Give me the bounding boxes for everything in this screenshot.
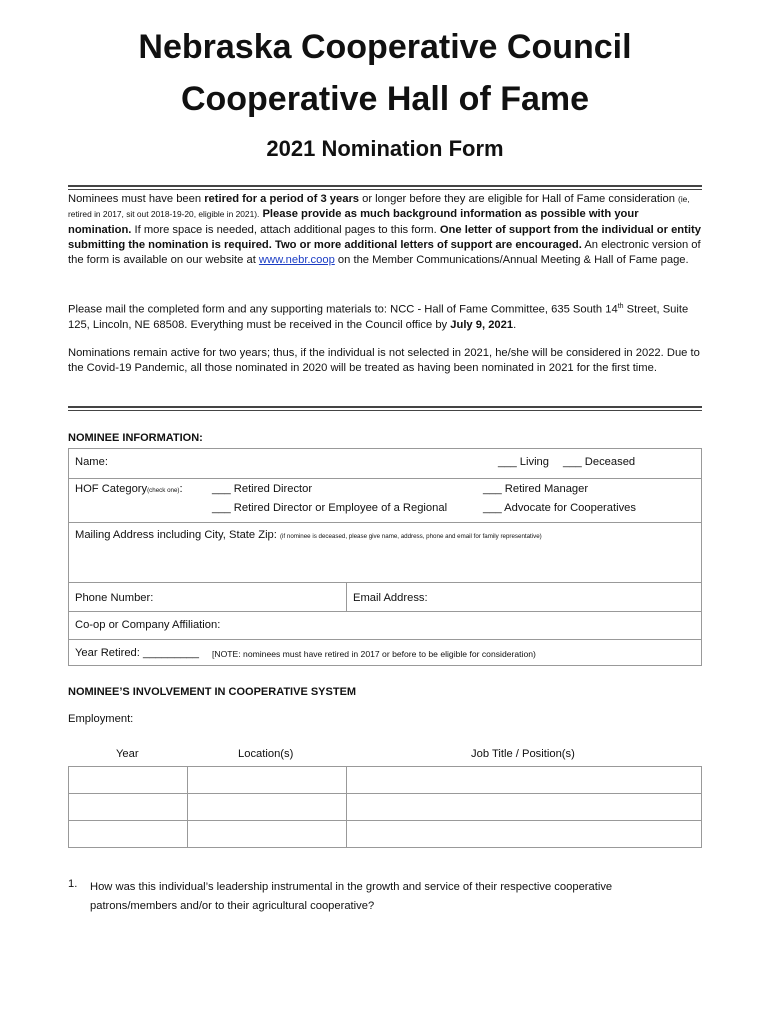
intro-text: or longer before they are eligible for Hall of Fame consideration	[359, 193, 679, 205]
divider	[68, 406, 702, 411]
location-cell[interactable]	[188, 821, 347, 848]
intro-paragraph	[68, 192, 702, 268]
hof-category-label	[75, 483, 183, 495]
page-subtitle-hall-of-fame: Cooperative Hall of Fame	[180, 80, 590, 118]
hof-colon: :	[179, 483, 183, 495]
job-title-cell[interactable]	[347, 821, 702, 848]
job-title-cell[interactable]	[347, 767, 702, 794]
job-title-cell[interactable]	[347, 794, 702, 821]
mailing-instructions	[68, 299, 702, 333]
intro-small-note: (ie, retired in 2017, sit out 2018-19-20, eligible in 2021).	[68, 194, 690, 220]
deceased-checkbox[interactable]: ___ Deceased	[563, 456, 636, 468]
living-checkbox[interactable]: ___ Living	[498, 456, 550, 468]
form-title: 2021 Nomination Form	[266, 136, 504, 161]
intro-text: If more space is needed, attach additional pages to this form.	[131, 223, 440, 236]
divider	[68, 185, 702, 190]
table-row	[69, 821, 702, 848]
affiliation-label: Co-op or Company Affiliation:	[75, 619, 221, 631]
year-cell[interactable]	[69, 821, 188, 848]
intro-emphasis: Please provide as much background information as possible with your nomination.	[68, 208, 639, 236]
nominee-info-heading: NOMINEE INFORMATION:	[68, 432, 203, 444]
mailing-label-text: Mailing Address including City, State Zip:	[75, 529, 277, 541]
intro-text: Nominees must have been	[68, 193, 205, 205]
page-title: Nebraska Cooperative Council	[138, 28, 632, 66]
intro-text: on the Member Communications/Annual Meeting & Hall of Fame page.	[334, 254, 689, 267]
email-label: Email Address:	[353, 592, 428, 604]
table-row	[69, 767, 702, 794]
column-header-location: Location(s)	[238, 748, 294, 760]
year-retired-note: [NOTE: nominees must have retired in 2017 or before to be eligible for consideration)	[212, 649, 536, 659]
hof-note: (check one)	[147, 487, 180, 494]
mailing-text: Please mail the completed form and any supporting materials to: NCC - Hall of Fame Committee, 635 South 14	[68, 303, 618, 316]
involvement-heading: NOMINEE’S INVOLVEMENT IN COOPERATIVE SYSTEM	[68, 686, 357, 698]
phone-label: Phone Number:	[75, 592, 154, 604]
deadline-date: July 9, 2021	[450, 319, 514, 332]
nomination-validity-paragraph: Nominations remain active for two years; thus, if the individual is not selected in 2021, he/she will be considered in 2022. Due to the Covid-19 Pandemic, all those nominated in 2020 will be treated as having been nominated in 2021 for the first time.	[68, 347, 700, 375]
location-cell[interactable]	[188, 767, 347, 794]
option-retired-director[interactable]: ___ Retired Director	[212, 483, 313, 495]
intro-text: An electronic version of the form is available on our website at	[68, 238, 701, 267]
employment-label: Employment:	[68, 713, 134, 725]
location-cell[interactable]	[188, 794, 347, 821]
superscript: th	[617, 303, 624, 310]
year-cell[interactable]	[69, 767, 188, 794]
intro-emphasis: retired for a period of 3 years	[204, 193, 360, 205]
column-header-year: Year	[116, 748, 139, 760]
year-cell[interactable]	[69, 794, 188, 821]
mailing-text: Street, Suite 125, Lincoln, NE 68508. Everything must be received in the Council office by	[68, 303, 689, 332]
year-retired-label: Year Retired: _________	[75, 647, 199, 659]
name-label: Name:	[75, 456, 108, 468]
question-number: 1.	[68, 878, 78, 890]
employment-table	[68, 766, 702, 848]
mailing-address-label	[75, 529, 542, 541]
mailing-note: (if nominee is deceased, please give name, address, phone and email for family representative)	[280, 533, 542, 540]
option-retired-director-employee-regional[interactable]: ___ Retired Director or Employee of a Regional	[212, 502, 448, 514]
mailing-text: .	[513, 319, 517, 332]
question-text: How was this individual’s leadership instrumental in the growth and service of their respective cooperative patrons/members and/or to their agricultural cooperative?	[90, 881, 613, 912]
option-retired-manager[interactable]: ___ Retired Manager	[483, 483, 589, 495]
website-link[interactable]: www.nebr.coop	[258, 254, 335, 267]
column-header-job-title: Job Title / Position(s)	[471, 748, 575, 760]
intro-emphasis: One letter of support from the individual or entity submitting the nomination is required. Two or more additional letters of support are encouraged.	[68, 223, 701, 251]
table-row	[69, 794, 702, 821]
hof-label-text: HOF Category	[75, 483, 148, 495]
option-advocate[interactable]: ___ Advocate for Cooperatives	[483, 502, 636, 514]
